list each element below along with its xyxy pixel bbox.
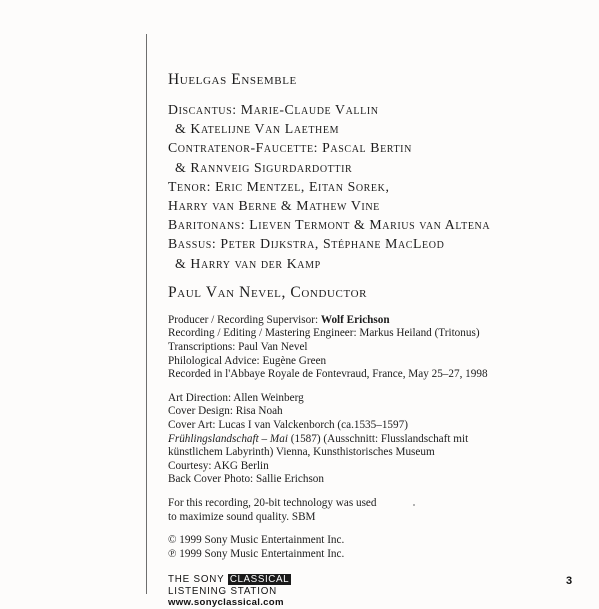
cover-design-credit: Cover Design: Risa Noah — [168, 405, 283, 418]
spacer — [168, 524, 588, 534]
technology-note: to maximize sound quality. SBM — [168, 510, 316, 523]
fold-line — [146, 34, 147, 594]
spacer — [168, 382, 588, 392]
artwork-title-line — [168, 433, 588, 447]
station-line-2: LISTENING STATION — [168, 585, 278, 597]
ensemble-name: Huelgas Ensemble — [168, 71, 297, 88]
spacer — [168, 487, 588, 497]
producer-label: Producer / Recording Supervisor: — [168, 313, 321, 326]
copyright-line: © 1999 Sony Music Entertainment Inc. — [168, 534, 345, 547]
artwork-title: Frühlingslandschaft – Mai — [168, 432, 288, 445]
technology-note: For this recording, 20-bit technology was used — [168, 496, 377, 509]
production-credits — [168, 314, 588, 562]
courtesy-credit: Courtesy: AKG Berlin — [168, 459, 269, 472]
website-url: www.sonyclassical.com — [168, 597, 284, 609]
back-cover-credit: Back Cover Photo: Sallie Erichson — [168, 473, 324, 486]
producer-credit — [168, 314, 588, 328]
artwork-location: künstlichem Labyrinth) Vienna, Kunsthistorisches Museum — [168, 446, 435, 459]
conductor-line: Paul Van Nevel, Conductor — [168, 283, 368, 301]
art-direction-credit: Art Direction: Allen Weinberg — [168, 391, 304, 404]
phonogram-line: ℗ 1999 Sony Music Entertainment Inc. — [168, 547, 345, 560]
station-line-1 — [168, 574, 588, 585]
credits-column — [168, 70, 588, 609]
producer-name: Wolf Erichson — [320, 313, 390, 326]
listening-station-logo — [168, 574, 588, 608]
cover-art-credit: Cover Art: Lucas I van Valckenborch (ca.1535–1597) — [168, 418, 408, 431]
page-number: 3 — [566, 575, 573, 587]
artwork-detail: (1587) (Ausschnitt: Flusslandschaft mit — [287, 432, 469, 445]
roster-line: Harry van Berne & Mathew Vine — [168, 198, 380, 214]
roster-line: Discantus: Marie-Claude Vallin — [168, 102, 379, 117]
roster-line: Contratenor-Faucette: Pascal Bertin — [168, 140, 412, 156]
roster-line: Baritonans: Lieven Termont & Marius van Altena — [168, 217, 491, 233]
philological-credit: Philological Advice: Eugène Green — [168, 354, 327, 367]
recorded-credit: Recorded in l'Abbaye Royale de Fontevraud, France, May 25–27, 1998 — [168, 368, 488, 381]
roster-line: & Harry van der Kamp — [175, 255, 321, 271]
station-prefix: THE SONY — [168, 574, 228, 586]
roster-line: Bassus: Peter Dijkstra, Stéphane MacLeod — [168, 236, 445, 252]
roster-line: Tenor: Eric Mentzel, Eitan Sorek, — [168, 178, 390, 194]
engineer-credit: Recording / Editing / Mastering Engineer: Markus Heiland (Tritonus) — [168, 327, 480, 340]
performer-roster — [168, 100, 588, 273]
transcriptions-credit: Transcriptions: Paul Van Nevel — [168, 341, 308, 354]
roster-line: & Rannveig Sigurdardottir — [175, 159, 353, 175]
classical-badge: CLASSICAL — [229, 574, 290, 586]
roster-line: & Katelijne Van Laethem — [175, 121, 340, 137]
